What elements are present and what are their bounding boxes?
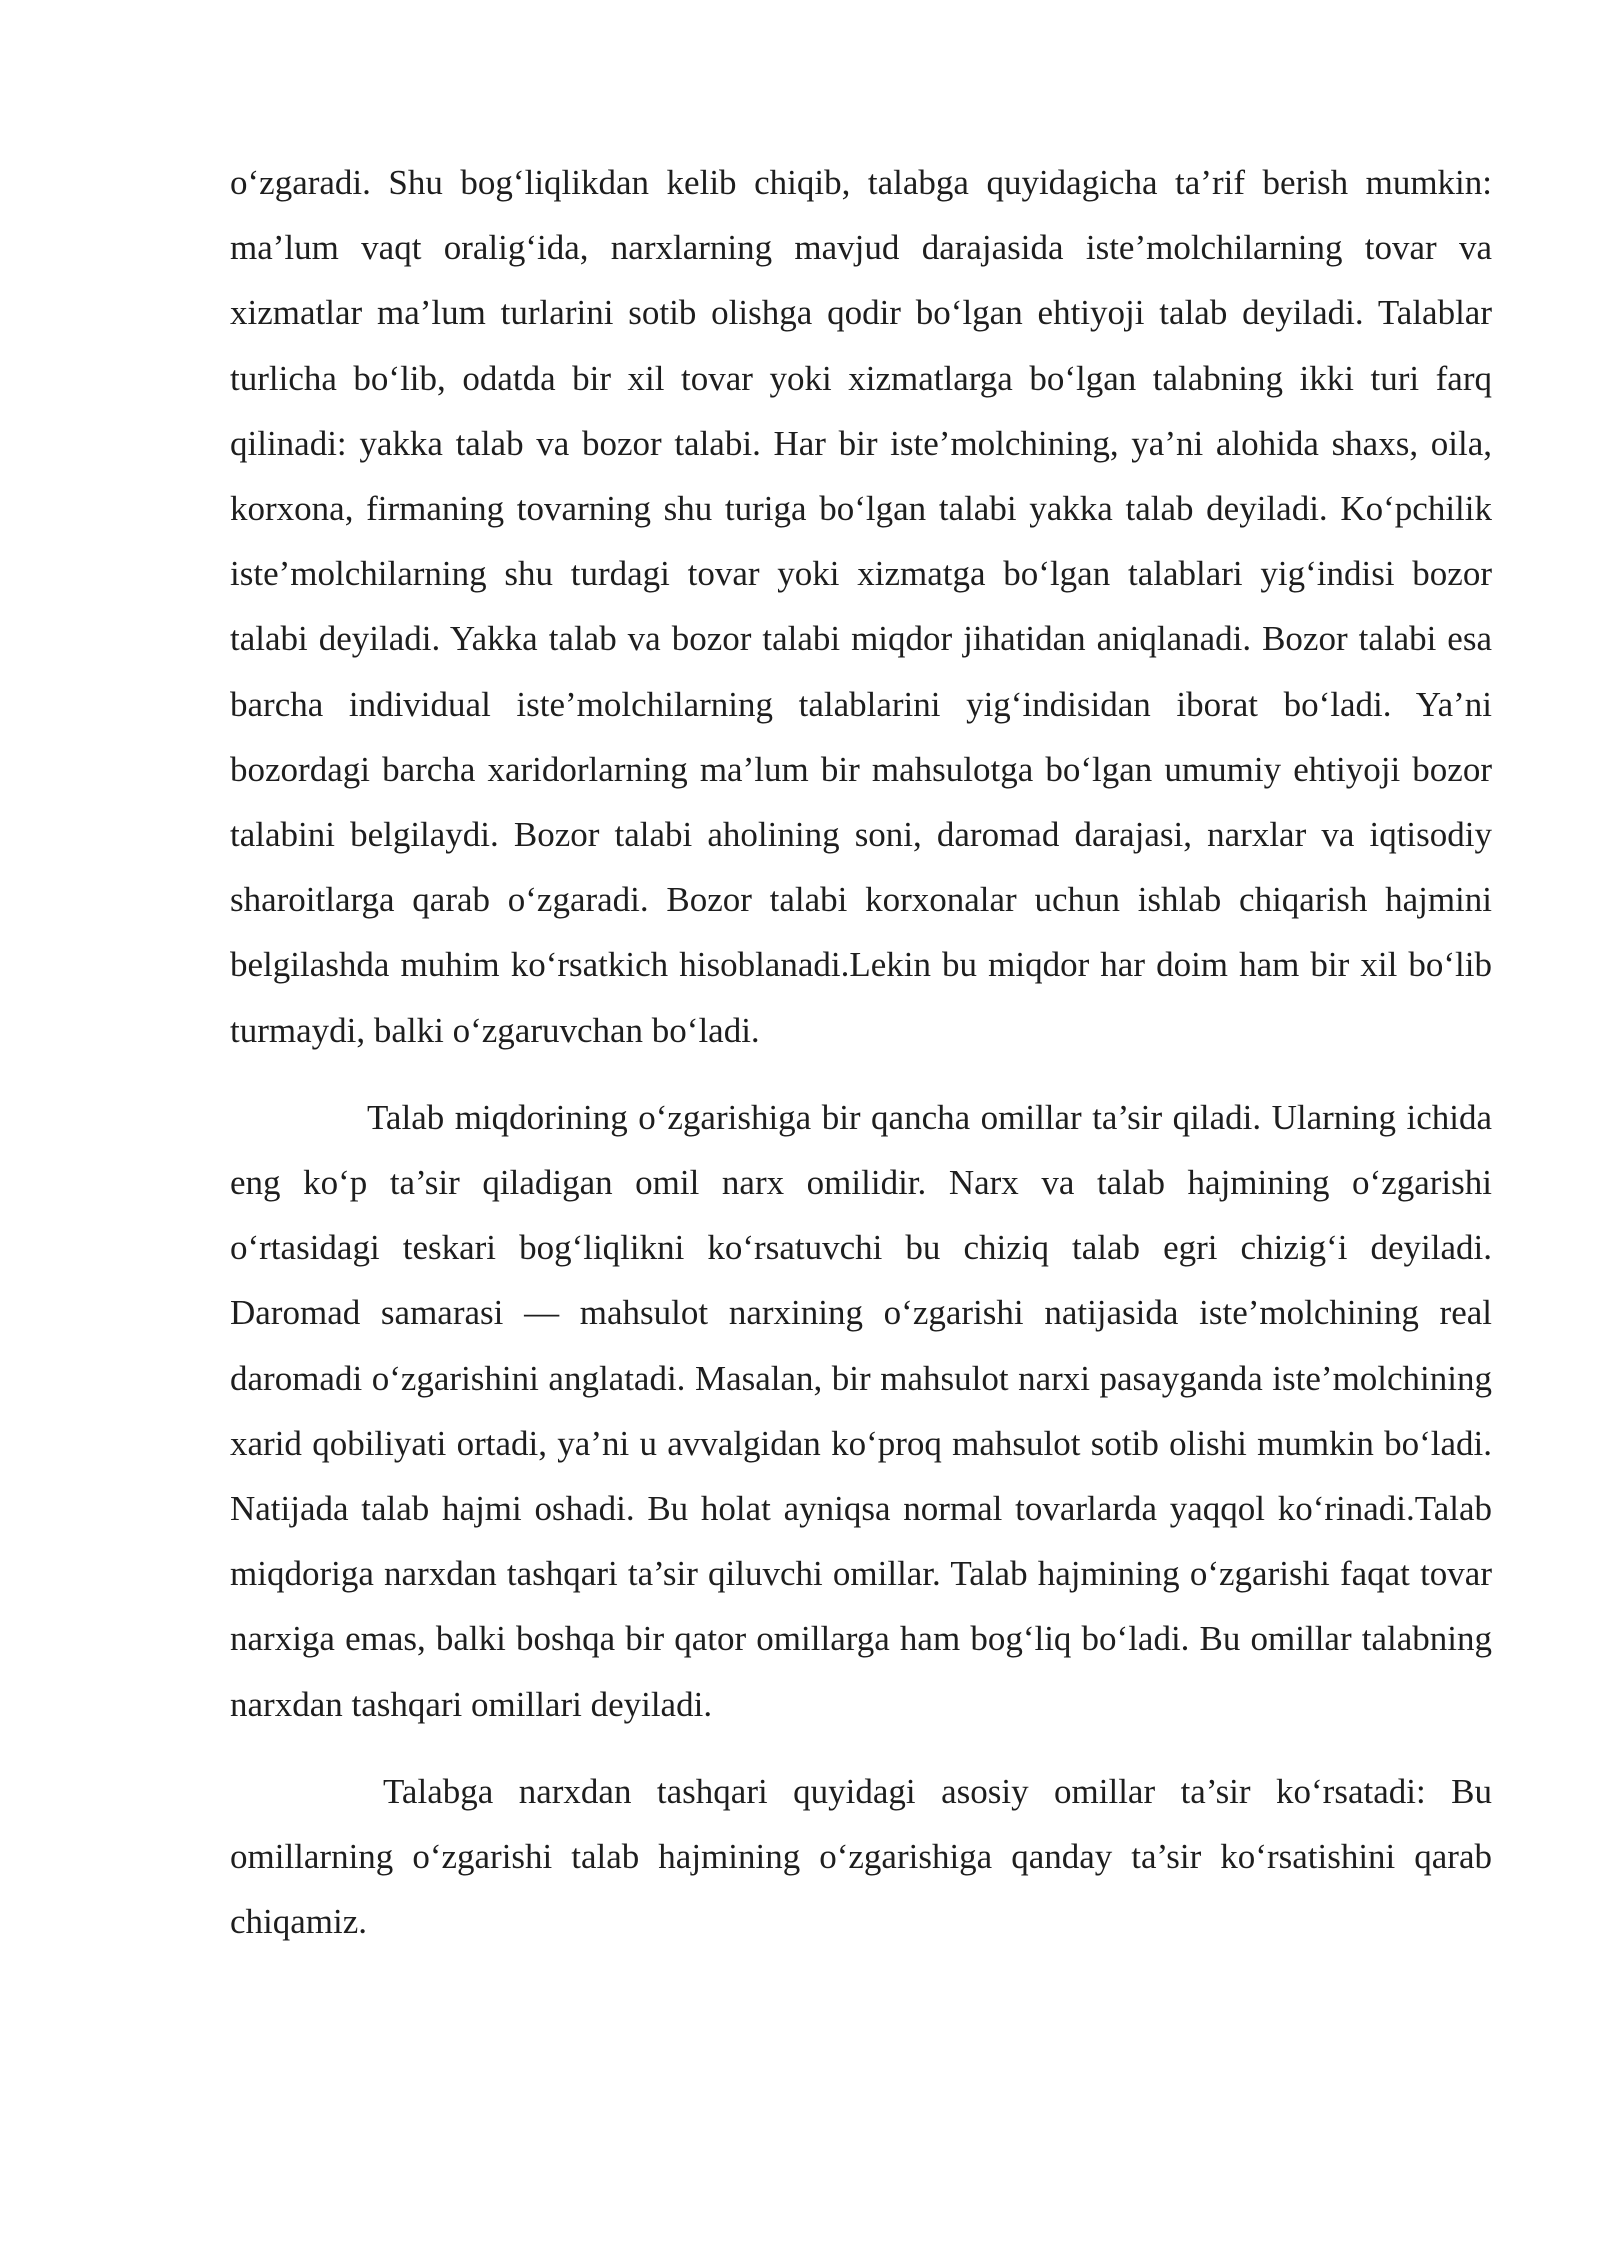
- paragraph-3: Talabga narxdan tashqari quyidagi asosiy omillar ta’sir ko‘rsatadi: Bu omillarning o‘zgarishi talab hajmining o‘zgarishiga qanday ta’sir ko‘rsatishini qarab chiqamiz.: [230, 1771, 1492, 1942]
- document-body: [230, 150, 1492, 1954]
- paragraph-2: Talab miqdorining o‘zgarishiga bir qancha omillar ta’sir qiladi. Ularning ichida eng ko‘p ta’sir qiladigan omil narx omilidir. Narx va talab hajmining o‘zgarishi o‘rtasidagi teskari bog‘liqlikni ko‘rsatuvchi bu chiziq talab egri chizig‘i deyiladi. Daromad samarasi — mahsulot narxining o‘zgarishi natijasida iste’molchining real daromadi o‘zgarishini anglatadi. Masalan, bir mahsulot narxi pasayganda iste’molchining xarid qobiliyati ortadi, ya’ni u avvalgidan ko‘proq mahsulot sotib olishi mumkin bo‘ladi. Natijada talab hajmi oshadi. Bu holat ayniqsa normal tovarlarda yaqqol ko‘rinadi.Talab miqdoriga narxdan tashqari ta’sir qiluvchi omillar. Talab hajmining o‘zgarishi faqat tovar narxiga emas, balki boshqa bir qator omillarga ham bog‘liq bo‘ladi. Bu omillar talabning narxdan tashqari omillari deyiladi.: [230, 1097, 1492, 1724]
- paragraph-1: o‘zgaradi. Shu bog‘liqlikdan kelib chiqib, talabga quyidagicha ta’rif berish mumkin: ma’lum vaqt oralig‘ida, narxlarning mavjud darajasida iste’molchilarning tovar va xizmatlar ma’lum turlarini sotib olishga qodir bo‘lgan ehtiyoji talab deyiladi. Talablar turlicha bo‘lib, odatda bir xil tovar yoki xizmatlarga bo‘lgan talabning ikki turi farq qilinadi: yakka talab va bozor talabi. Har bir iste’molchining, ya’ni alohida shaxs, oila, korxona, firmaning tovarning shu turiga bo‘lgan talabi yakka talab deyiladi. Ko‘pchilik iste’molchilarning shu turdagi tovar yoki xizmatga bo‘lgan talablari yig‘indisi bozor talabi deyiladi. Yakka talab va bozor talabi miqdor jihatidan aniqlanadi. Bozor talabi esa barcha individual iste’molchilarning talablarini yig‘indisidan iborat bo‘ladi. Ya’ni bozordagi barcha xaridorlarning ma’lum bir mahsulotga bo‘lgan umumiy ehtiyoji bozor talabini belgilaydi. Bozor talabi aholining soni, daromad darajasi, narxlar va iqtisodiy sharoitlarga qarab o‘zgaradi. Bozor talabi korxonalar uchun ishlab chiqarish hajmini belgilashda muhim ko‘rsatkich hisoblanadi.Lekin bu miqdor har doim ham bir xil bo‘lib turmaydi, balki o‘zgaruvchan bo‘ladi.: [230, 163, 1492, 1050]
